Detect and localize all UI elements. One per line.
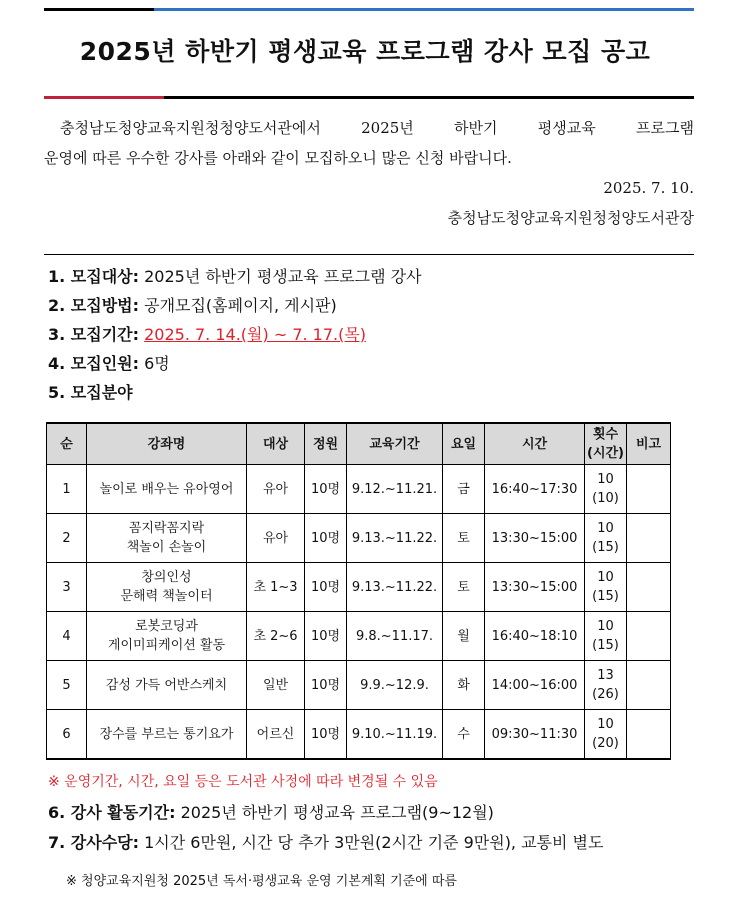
info-label: 7. 강사수당: (48, 833, 140, 852)
cell-count (585, 612, 627, 661)
session-count: 10 (597, 570, 614, 585)
cell-day: 토 (443, 563, 485, 612)
col-header-note: 비고 (627, 423, 671, 465)
cell-count (585, 465, 627, 514)
cell-no: 5 (47, 661, 87, 710)
cell-count (585, 514, 627, 563)
cell-target: 초 2~6 (247, 612, 305, 661)
notice-signature: 충청남도청양교육지원청청양도서관장 (447, 209, 694, 227)
col-header-time: 시간 (485, 423, 585, 465)
session-count: 10 (597, 521, 614, 536)
cell-day: 수 (443, 710, 485, 760)
cell-target: 유아 (247, 514, 305, 563)
info-item-fields (48, 378, 688, 407)
col-header-capacity: 정원 (305, 423, 347, 465)
program-table (46, 422, 671, 760)
section-divider (44, 254, 694, 255)
info-item-count (48, 349, 688, 378)
cell-target: 일반 (247, 661, 305, 710)
cell-note (627, 563, 671, 612)
intro-section (44, 113, 694, 233)
info-value: 공개모집(홈페이지, 게시판) (144, 296, 337, 315)
col-header-name: 강좌명 (87, 423, 247, 465)
info-value: 1시간 6만원, 시간 당 추가 3만원(2시간 기준 9만원), 교통비 별도 (144, 833, 604, 852)
cell-count (585, 563, 627, 612)
info-item-period (48, 320, 688, 349)
cell-time: 09:30~11:30 (485, 710, 585, 760)
info-label: 1. 모집대상: (48, 267, 140, 286)
cell-capacity: 10명 (305, 563, 347, 612)
cell-day: 화 (443, 661, 485, 710)
col-header-day: 요일 (443, 423, 485, 465)
table-row (47, 514, 671, 563)
info-label: 4. 모집인원: (48, 354, 140, 373)
cell-target: 어르신 (247, 710, 305, 760)
cell-time: 16:40~17:30 (485, 465, 585, 514)
cell-time: 14:00~16:00 (485, 661, 585, 710)
cell-day: 토 (443, 514, 485, 563)
info-label: 2. 모집방법: (48, 296, 140, 315)
cell-time: 13:30~15:00 (485, 514, 585, 563)
info-list-2 (48, 798, 603, 858)
cell-count (585, 661, 627, 710)
cell-capacity: 10명 (305, 710, 347, 760)
intro-line-2: 운영에 따른 우수한 강사를 아래와 같이 모집하오니 많은 신청 바랍니다. (44, 149, 512, 167)
cell-name: 감성 가득 어반스케치 (87, 661, 247, 710)
cell-note (627, 710, 671, 760)
cell-note (627, 612, 671, 661)
session-hours: (26) (592, 687, 619, 702)
cell-name: 창의인성 문해력 책놀이터 (87, 563, 247, 612)
table-row (47, 710, 671, 760)
info-list (48, 262, 688, 407)
cell-period: 9.8.~11.17. (347, 612, 443, 661)
table-row (47, 612, 671, 661)
notice-date: 2025. 7. 10. (603, 179, 694, 197)
cell-capacity: 10명 (305, 661, 347, 710)
info-item-target (48, 262, 688, 291)
cell-note (627, 661, 671, 710)
info-value: 6명 (144, 354, 170, 373)
cell-note (627, 465, 671, 514)
cell-count (585, 710, 627, 760)
cell-time: 13:30~15:00 (485, 563, 585, 612)
title-rule-accent (44, 96, 164, 99)
col-header-count: 횟수 (시간) (585, 423, 627, 465)
info-label: 6. 강사 활동기간: (48, 803, 176, 822)
cell-name: 로봇코딩과 게이미피케이션 활동 (87, 612, 247, 661)
page-title: 2025년 하반기 평생교육 프로그램 강사 모집 공고 (79, 37, 651, 66)
title-rule (44, 96, 694, 99)
cell-day: 금 (443, 465, 485, 514)
top-rule (44, 8, 694, 11)
cell-no: 3 (47, 563, 87, 612)
col-header-period: 교육기간 (347, 423, 443, 465)
cell-capacity: 10명 (305, 465, 347, 514)
info-item-activity-period (48, 798, 603, 828)
info-value: 2025년 하반기 평생교육 프로그램(9~12월) (180, 803, 494, 822)
cell-period: 9.12.~11.21. (347, 465, 443, 514)
top-rule-accent (154, 8, 694, 11)
cell-target: 유아 (247, 465, 305, 514)
cell-no: 6 (47, 710, 87, 760)
table-header-row (47, 423, 671, 465)
session-hours: (15) (592, 638, 619, 653)
session-hours: (15) (592, 589, 619, 604)
cell-name: 꼼지락꼼지락 책놀이 손놀이 (87, 514, 247, 563)
cell-no: 4 (47, 612, 87, 661)
session-count: 13 (597, 668, 614, 683)
info-label: 3. 모집기간: (48, 325, 140, 344)
cell-target: 초 1~3 (247, 563, 305, 612)
cell-period: 9.10.~11.19. (347, 710, 443, 760)
cell-time: 16:40~18:10 (485, 612, 585, 661)
info-item-fee (48, 828, 603, 858)
col-header-no: 순 (47, 423, 87, 465)
info-value-highlight: 2025. 7. 14.(월) ~ 7. 17.(목) (144, 325, 367, 344)
table-row (47, 661, 671, 710)
cell-no: 2 (47, 514, 87, 563)
session-count: 10 (597, 619, 614, 634)
session-count: 10 (597, 472, 614, 487)
intro-line-1: 충청남도청양교육지원청청양도서관에서 2025년 하반기 평생교육 프로그램 (60, 119, 694, 137)
session-hours: (20) (592, 736, 619, 751)
cell-period: 9.13.~11.22. (347, 514, 443, 563)
cell-period: 9.13.~11.22. (347, 563, 443, 612)
cell-day: 월 (443, 612, 485, 661)
cell-name: 장수를 부르는 통기요가 (87, 710, 247, 760)
footnote: ※ 청양교육지원청 2025년 독서·평생교육 운영 기본계획 기준에 따름 (66, 874, 457, 889)
table-row (47, 465, 671, 514)
session-hours: (15) (592, 540, 619, 555)
cell-period: 9.9.~12.9. (347, 661, 443, 710)
cell-note (627, 514, 671, 563)
info-value: 2025년 하반기 평생교육 프로그램 강사 (144, 267, 422, 286)
cell-capacity: 10명 (305, 612, 347, 661)
session-count: 10 (597, 717, 614, 732)
info-item-method (48, 291, 688, 320)
session-hours: (10) (592, 491, 619, 506)
table-note: ※ 운영기간, 시간, 요일 등은 도서관 사정에 따라 변경될 수 있음 (48, 774, 438, 790)
cell-no: 1 (47, 465, 87, 514)
cell-name: 놀이로 배우는 유아영어 (87, 465, 247, 514)
info-label: 5. 모집분야 (48, 383, 133, 402)
table-row (47, 563, 671, 612)
col-header-target: 대상 (247, 423, 305, 465)
cell-capacity: 10명 (305, 514, 347, 563)
